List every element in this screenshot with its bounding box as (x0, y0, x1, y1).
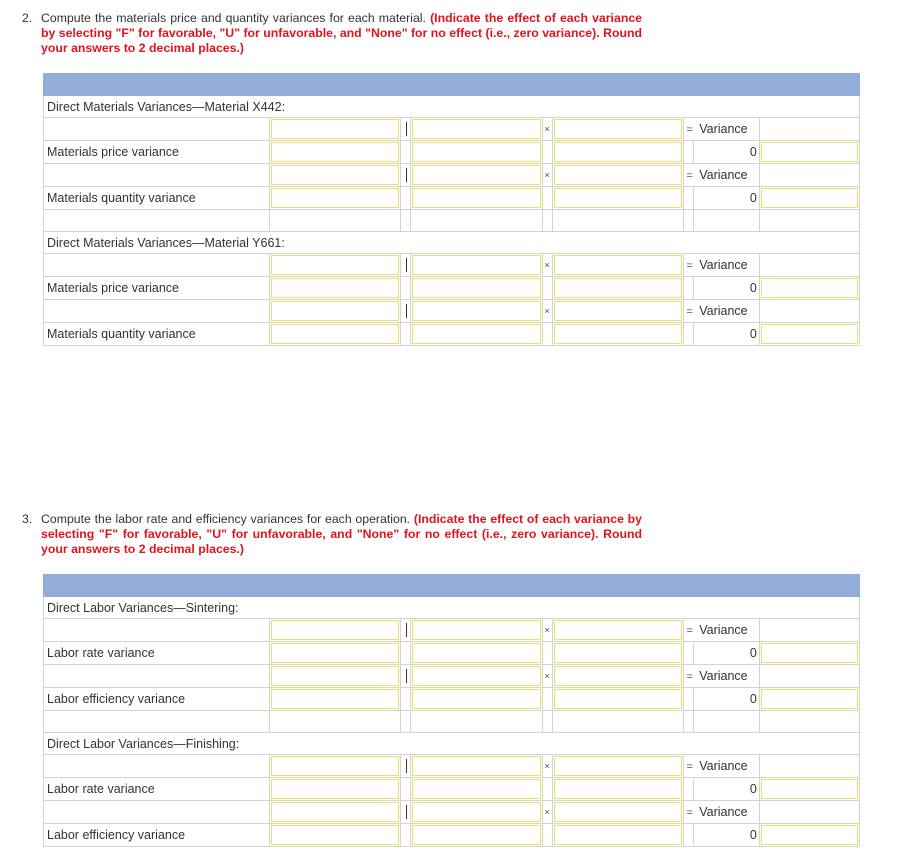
result-row (44, 824, 860, 847)
table2-s1-qty-input-2[interactable] (412, 802, 540, 822)
times-operator: × (542, 118, 552, 141)
variance-header (683, 665, 759, 688)
table2-s1-qty-input-5-cell (411, 824, 542, 847)
formula-row (44, 164, 860, 187)
blank-label (44, 755, 270, 778)
blank-cell (759, 118, 859, 141)
table1-s1-qty-input-2-cell (411, 300, 542, 323)
equals-operator: = (686, 124, 693, 136)
table1-s0-price-input-6-cell (552, 141, 683, 164)
table1-s1-price-input-5[interactable] (412, 278, 540, 298)
formula-row (44, 755, 860, 778)
table1-s1-price-input-2-cell (411, 254, 542, 277)
effect-select-cell (759, 323, 859, 346)
result-row (44, 277, 860, 300)
table2-s0-qty-input-6-cell (552, 688, 683, 711)
table2-s1-price-input-2-cell (411, 755, 542, 778)
blank-cell (759, 300, 859, 323)
variance-label: Variance (699, 805, 748, 819)
section-title: Direct Labor Variances—Sintering: (44, 597, 860, 619)
formula-row (44, 118, 860, 141)
variance-amount: 0 (693, 323, 759, 346)
times-operator: × (542, 801, 552, 824)
result-row (44, 141, 860, 164)
effect-select-cell (759, 187, 859, 210)
table1-s1-qty-effect-select[interactable] (761, 324, 858, 344)
table1-s0-qty-input-4[interactable] (271, 188, 399, 208)
table2-s0-qty-input-6[interactable] (554, 689, 682, 709)
question-number: 3. (22, 512, 33, 526)
equals-operator: = (686, 671, 693, 683)
blank-cell (683, 688, 693, 711)
result-row (44, 642, 860, 665)
table1-s1-price-input-1[interactable] (271, 255, 399, 275)
minus-operator (401, 254, 411, 277)
times-operator: × (542, 665, 552, 688)
table1-s1-qty-input-3-cell (552, 300, 683, 323)
blank-cell (401, 688, 411, 711)
table1-s1-price-input-3-cell (552, 254, 683, 277)
minus-operator (401, 619, 411, 642)
variance-header (683, 300, 759, 323)
formula-row (44, 801, 860, 824)
variance-amount: 0 (693, 277, 759, 300)
blank-cell (401, 824, 411, 847)
table2-s1-price-input-6-cell (552, 778, 683, 801)
question-number: 2. (22, 11, 33, 25)
effect-select-cell (759, 277, 859, 300)
table2-s1-price-input-4[interactable] (271, 779, 399, 799)
table1-s1-price-input-4[interactable] (271, 278, 399, 298)
table2-s0-price-effect-select[interactable] (761, 643, 858, 663)
question-instruction: (Indicate the effect of each variance by selecting "F" for favorable, "U" for unfavorable, and "None" for no effect (i.e., zero variance). Round your answers to 2 decimal places.) (41, 512, 642, 556)
equals-operator: = (686, 260, 693, 272)
variance-header (683, 254, 759, 277)
variance-row-label: Labor rate variance (44, 642, 270, 665)
table2-s1-qty-input-5[interactable] (412, 825, 540, 845)
spacer-row (44, 711, 860, 733)
blank-cell (759, 801, 859, 824)
section-title-row (44, 96, 860, 118)
section-title-row (44, 733, 860, 755)
variance-label: Variance (699, 168, 748, 182)
blank-cell (759, 619, 859, 642)
variance-header (683, 619, 759, 642)
table2-s0-qty-input-3-cell (552, 665, 683, 688)
table2-s0-price-input-5-cell (411, 642, 542, 665)
section-title: Direct Materials Variances—Material Y661: (44, 232, 860, 254)
blank-cell (759, 164, 859, 187)
table1-s0-qty-input-6-cell (552, 187, 683, 210)
table2-s1-qty-input-4[interactable] (271, 825, 399, 845)
times-operator: × (542, 619, 552, 642)
table2-s0-qty-input-5-cell (411, 688, 542, 711)
blank-cell (542, 778, 552, 801)
table2-s1-qty-effect-select[interactable] (761, 825, 858, 845)
blank-cell (401, 187, 411, 210)
question-2 (22, 11, 642, 56)
table1-s0-qty-input-5-cell (411, 187, 542, 210)
blank-cell (542, 141, 552, 164)
equals-operator: = (686, 306, 693, 318)
variance-row-label: Materials price variance (44, 277, 270, 300)
formula-row (44, 665, 860, 688)
table1-s0-price-input-2-cell (411, 118, 542, 141)
table2-s0-price-input-1[interactable] (271, 620, 399, 640)
equals-operator: = (686, 761, 693, 773)
blank-cell (759, 665, 859, 688)
table2-s1-qty-input-6-cell (552, 824, 683, 847)
table2-s1-qty-input-1-cell (270, 801, 401, 824)
table2-s1-qty-input-3[interactable] (554, 802, 682, 822)
table1-s1-qty-input-6-cell (552, 323, 683, 346)
blank-label (44, 665, 270, 688)
section-title: Direct Materials Variances—Material X442: (44, 96, 860, 118)
section-title: Direct Labor Variances—Finishing: (44, 733, 860, 755)
minus-operator (401, 118, 411, 141)
variance-row-label: Labor rate variance (44, 778, 270, 801)
table1-s1-qty-input-1[interactable] (271, 301, 399, 321)
effect-select-cell (759, 778, 859, 801)
variance-label: Variance (699, 623, 748, 637)
variance-label: Variance (699, 122, 748, 136)
table2-s0-price-input-4[interactable] (271, 643, 399, 663)
table1-s0-qty-effect-select[interactable] (761, 188, 858, 208)
table1-s1-price-input-6[interactable] (554, 278, 682, 298)
table1-s0-price-input-1-cell (270, 118, 401, 141)
table1-s1-price-input-4-cell (270, 277, 401, 300)
blank-cell (683, 642, 693, 665)
times-operator: × (542, 755, 552, 778)
equals-operator: = (686, 170, 693, 182)
variance-header (683, 801, 759, 824)
table1-s0-price-input-3[interactable] (554, 119, 682, 139)
blank-label (44, 801, 270, 824)
equals-operator: = (686, 807, 693, 819)
result-row (44, 187, 860, 210)
blank-cell (401, 323, 411, 346)
table2-s1-qty-input-3-cell (552, 801, 683, 824)
formula-row (44, 619, 860, 642)
table1-s0-qty-input-1[interactable] (271, 165, 399, 185)
variance-row-label: Materials quantity variance (44, 187, 270, 210)
table2-s1-price-input-5-cell (411, 778, 542, 801)
table2-s0-price-input-6-cell (552, 642, 683, 665)
blank-label (44, 118, 270, 141)
table2-s0-qty-effect-select[interactable] (761, 689, 858, 709)
question-instruction: (Indicate the effect of each variance by selecting "F" for favorable, "U" for unfavorable, and "None" for no effect (i.e., zero variance). Round your answers to 2 decimal places.) (41, 11, 643, 55)
table2-s0-qty-input-1-cell (270, 665, 401, 688)
blank-cell (542, 187, 552, 210)
times-operator: × (542, 164, 552, 187)
table2-s0-price-input-2[interactable] (412, 620, 540, 640)
table1-s1-price-input-1-cell (270, 254, 401, 277)
table1-s1-qty-input-4-cell (270, 323, 401, 346)
blank-label (44, 300, 270, 323)
blank-cell (542, 688, 552, 711)
variance-amount: 0 (693, 187, 759, 210)
question-text: Compute the labor rate and efficiency variances for each operation. (41, 512, 411, 526)
table2-s0-qty-input-4[interactable] (271, 689, 399, 709)
blank-label (44, 164, 270, 187)
table1-s1-qty-input-1-cell (270, 300, 401, 323)
table1-s0-price-input-5-cell (411, 141, 542, 164)
blank-cell (759, 755, 859, 778)
table1-s1-price-input-3[interactable] (554, 255, 682, 275)
minus-operator (401, 755, 411, 778)
table1-s1-qty-input-5-cell (411, 323, 542, 346)
spacer-row (44, 210, 860, 232)
variance-row-label: Materials quantity variance (44, 323, 270, 346)
materials-variance-table (43, 73, 860, 346)
table2-s1-qty-input-2-cell (411, 801, 542, 824)
table1-s1-price-input-5-cell (411, 277, 542, 300)
blank-cell (759, 254, 859, 277)
effect-select-cell (759, 642, 859, 665)
equals-operator: = (686, 625, 693, 637)
minus-operator (401, 801, 411, 824)
blank-cell (683, 824, 693, 847)
question-3 (22, 512, 642, 557)
table2-s1-price-input-1-cell (270, 755, 401, 778)
table2-s1-qty-input-4-cell (270, 824, 401, 847)
table1-s0-price-input-5[interactable] (412, 142, 540, 162)
section-title-row (44, 597, 860, 619)
table1-s1-price-effect-select[interactable] (761, 278, 858, 298)
table2-s0-qty-input-2-cell (411, 665, 542, 688)
formula-row (44, 300, 860, 323)
variance-label: Variance (699, 258, 748, 272)
table1-s0-qty-input-2[interactable] (412, 165, 540, 185)
table2-s1-price-input-5[interactable] (412, 779, 540, 799)
table1-s0-price-input-4-cell (270, 141, 401, 164)
minus-operator (401, 665, 411, 688)
table1-s1-qty-input-5[interactable] (412, 324, 540, 344)
table2-s1-price-input-2[interactable] (412, 756, 540, 776)
variance-amount: 0 (693, 141, 759, 164)
variance-label: Variance (699, 304, 748, 318)
variance-row-label: Labor efficiency variance (44, 824, 270, 847)
table2-s0-price-input-1-cell (270, 619, 401, 642)
question-text: Compute the materials price and quantity variances for each material. (41, 11, 426, 25)
table2-s0-price-input-3[interactable] (554, 620, 682, 640)
table2-s1-price-input-1[interactable] (271, 756, 399, 776)
table1-s1-qty-input-3[interactable] (554, 301, 682, 321)
blank-cell (401, 778, 411, 801)
minus-operator (401, 164, 411, 187)
variance-header (683, 755, 759, 778)
table1-s0-price-input-1[interactable] (271, 119, 399, 139)
result-row (44, 323, 860, 346)
table1-s0-qty-input-4-cell (270, 187, 401, 210)
table1-s0-qty-input-2-cell (411, 164, 542, 187)
table1-s0-price-input-6[interactable] (554, 142, 682, 162)
table1-s1-price-input-2[interactable] (412, 255, 540, 275)
table-header-bar (44, 74, 860, 96)
blank-cell (683, 277, 693, 300)
table2-s1-price-input-6[interactable] (554, 779, 682, 799)
table2-s0-qty-input-1[interactable] (271, 666, 399, 686)
table2-s0-qty-input-4-cell (270, 688, 401, 711)
table2-s0-price-input-3-cell (552, 619, 683, 642)
table2-s0-price-input-4-cell (270, 642, 401, 665)
effect-select-cell (759, 824, 859, 847)
blank-cell (542, 824, 552, 847)
table2-s1-price-effect-select[interactable] (761, 779, 858, 799)
table2-s1-qty-input-6[interactable] (554, 825, 682, 845)
table1-s1-qty-input-2[interactable] (412, 301, 540, 321)
table1-s0-qty-input-5[interactable] (412, 188, 540, 208)
section-title-row (44, 232, 860, 254)
blank-cell (683, 323, 693, 346)
table2-s0-qty-input-5[interactable] (412, 689, 540, 709)
table2-s0-price-input-6[interactable] (554, 643, 682, 663)
table2-s0-price-input-5[interactable] (412, 643, 540, 663)
table2-s1-price-input-4-cell (270, 778, 401, 801)
effect-select-cell (759, 141, 859, 164)
table1-s1-qty-input-6[interactable] (554, 324, 682, 344)
blank-label (44, 254, 270, 277)
table1-s0-qty-input-6[interactable] (554, 188, 682, 208)
result-row (44, 778, 860, 801)
table2-s0-qty-input-2[interactable] (412, 666, 540, 686)
blank-cell (401, 277, 411, 300)
variance-header (683, 164, 759, 187)
minus-operator (401, 300, 411, 323)
variance-amount: 0 (693, 642, 759, 665)
table2-s1-price-input-3-cell (552, 755, 683, 778)
variance-row-label: Materials price variance (44, 141, 270, 164)
table2-s1-price-input-3[interactable] (554, 756, 682, 776)
table1-s0-qty-input-3-cell (552, 164, 683, 187)
blank-cell (542, 642, 552, 665)
blank-cell (401, 642, 411, 665)
table2-s1-qty-input-1[interactable] (271, 802, 399, 822)
variance-amount: 0 (693, 688, 759, 711)
variance-amount: 0 (693, 824, 759, 847)
table2-s0-price-input-2-cell (411, 619, 542, 642)
table1-s0-qty-input-3[interactable] (554, 165, 682, 185)
effect-select-cell (759, 688, 859, 711)
blank-cell (683, 141, 693, 164)
variance-label: Variance (699, 759, 748, 773)
blank-cell (401, 141, 411, 164)
times-operator: × (542, 300, 552, 323)
table1-s0-price-input-4[interactable] (271, 142, 399, 162)
blank-label (44, 619, 270, 642)
blank-cell (683, 187, 693, 210)
table2-s0-qty-input-3[interactable] (554, 666, 682, 686)
table1-s0-price-input-2[interactable] (412, 119, 540, 139)
times-operator: × (542, 254, 552, 277)
table-header-bar (44, 575, 860, 597)
variance-amount: 0 (693, 778, 759, 801)
formula-row (44, 254, 860, 277)
variance-header (683, 118, 759, 141)
blank-cell (683, 778, 693, 801)
variance-row-label: Labor efficiency variance (44, 688, 270, 711)
table1-s0-price-input-3-cell (552, 118, 683, 141)
result-row (44, 688, 860, 711)
labor-variance-table (43, 574, 860, 847)
variance-label: Variance (699, 669, 748, 683)
table1-s1-qty-input-4[interactable] (271, 324, 399, 344)
blank-cell (542, 323, 552, 346)
table1-s1-price-input-6-cell (552, 277, 683, 300)
blank-cell (542, 277, 552, 300)
table1-s0-price-effect-select[interactable] (761, 142, 858, 162)
table1-s0-qty-input-1-cell (270, 164, 401, 187)
